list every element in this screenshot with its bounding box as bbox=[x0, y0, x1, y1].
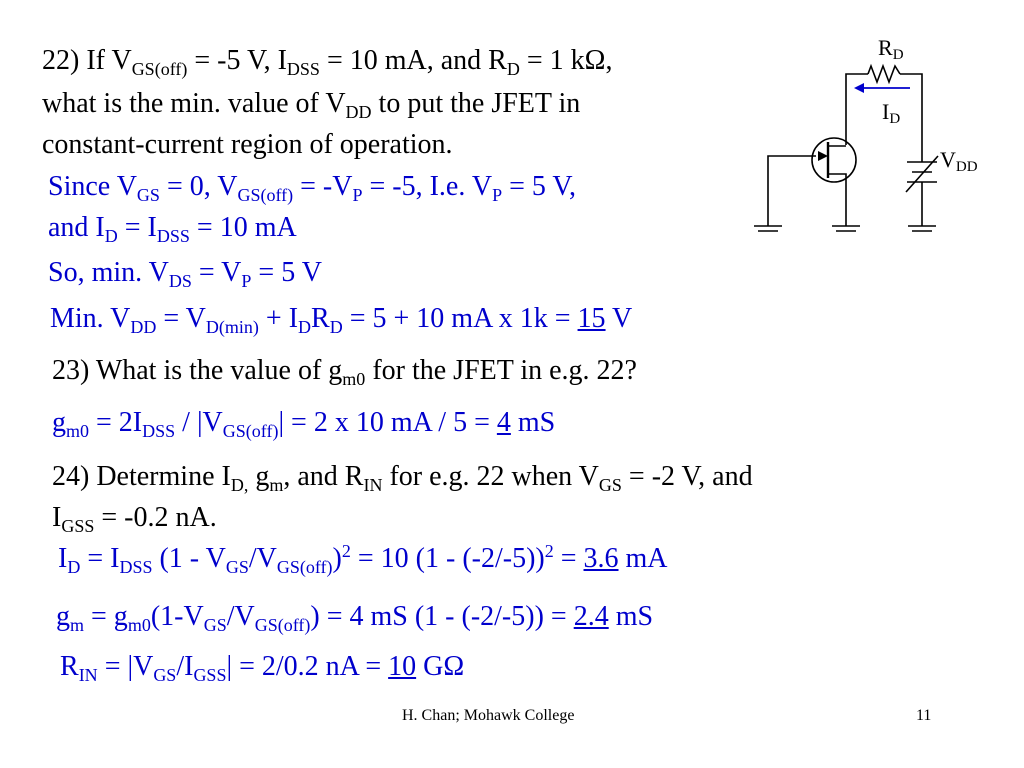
rd-resistor bbox=[868, 66, 900, 82]
id-label: $I_D$ bbox=[882, 99, 901, 127]
drain-wire bbox=[846, 74, 868, 145]
a22-line4: Min. $V_{DD} = V_{D(min)} + I_DR_D = 5 + 10$ mA x 1k = 15 V bbox=[50, 303, 633, 337]
gate-arrow bbox=[818, 151, 828, 161]
q22-line1: 22) If $V_{GS(off)} = -5$ V, $I_{DSS} = 10$ mA, and $R_D = 1$ kΩ, bbox=[42, 45, 613, 79]
q23-line: 23) What is the value of $g_{m0}$ for the JFET in e.g. 22? bbox=[52, 355, 637, 389]
a23-answer: 4 bbox=[496, 407, 511, 438]
q24-line2: $I_{GSS} = -0.2$ nA. bbox=[52, 502, 217, 536]
vdd-label: $V_{DD}$ bbox=[940, 147, 978, 175]
a23-line: $g_{m0} = 2I_{DSS} / |V_{GS(off)}| = 2$ x 10 mA / 5 = 4 mS bbox=[52, 407, 556, 441]
circuit-svg bbox=[750, 30, 1000, 245]
a24-id-line: $I_D = I_{DSS}$ $(1 - V_{GS}/V_{GS(off)})^2 = 10$ (1 - (-2/-5))$^2$ = 3.6 mA bbox=[58, 541, 668, 577]
gate-wire bbox=[768, 156, 816, 226]
a24-gm-line: $g_m = g_{m0}(1-V_{GS}/V_{GS(off)}) = 4$ mS (1 - (-2/-5)) = 2.4 mS bbox=[56, 601, 654, 635]
a24-gm-answer: 2.4 bbox=[573, 601, 609, 632]
id-current-arrow-head bbox=[854, 83, 864, 93]
q24-line1: 24) Determine $I_{D,}$ $g_m$, and $R_{IN}$ for e.g. 22 when $V_{GS} = -2$ V, and bbox=[52, 461, 753, 495]
a22-answer: 15 bbox=[577, 303, 606, 334]
a24-rin-line: $R_{IN} = |V_{GS}/I_{GSS}| = 2/0.2$ nA = 10 GΩ bbox=[60, 651, 465, 685]
a24-rin-answer: 10 bbox=[388, 651, 417, 682]
rd-label: $R_D$ bbox=[878, 35, 904, 63]
q22-line2: what is the min. value of $V_{DD}$ to put the JFET in bbox=[42, 88, 581, 122]
a22-line2: and $I_D = I_{DSS} = 10$ mA bbox=[48, 212, 297, 246]
q22-line3: constant-current region of operation. bbox=[42, 129, 453, 160]
jfet-circuit-diagram bbox=[750, 30, 1000, 245]
a22-line1: Since $V_{GS} = 0$, $V_{GS(off)} = -V_P = -5$, I.e. $V_P = 5$ V, bbox=[48, 171, 576, 205]
a22-line3: So, min. $V_{DS} = V_P = 5$ V bbox=[48, 257, 322, 291]
footer-credit: H. Chan; Mohawk College bbox=[402, 707, 575, 724]
a24-id-answer: 3.6 bbox=[583, 543, 619, 574]
page-number: 11 bbox=[916, 707, 932, 724]
